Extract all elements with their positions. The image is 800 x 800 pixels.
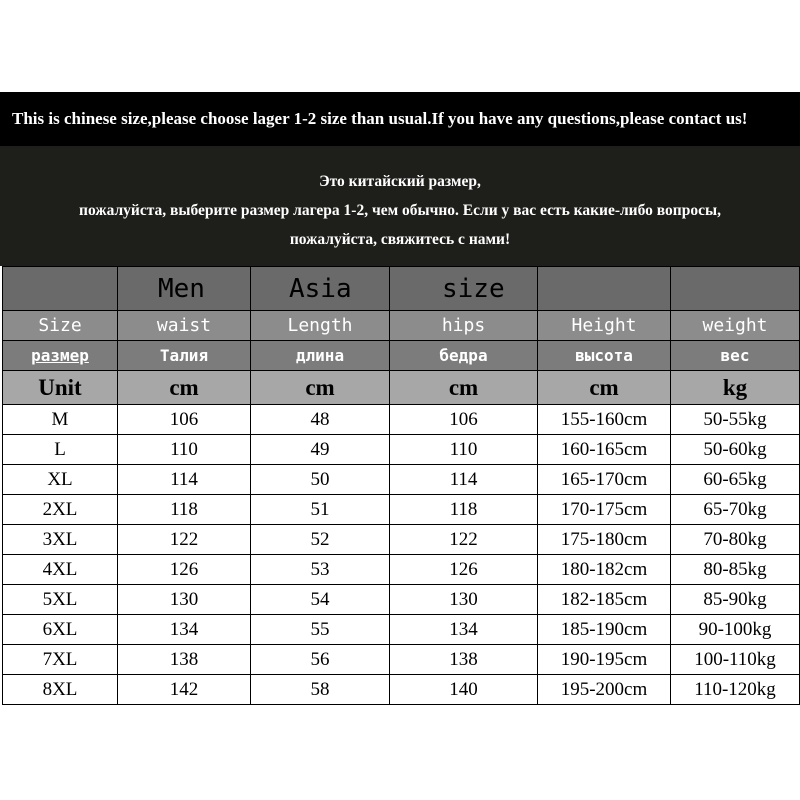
length-cell: 55 xyxy=(251,615,390,645)
title-word-size: size xyxy=(390,267,538,311)
table-row xyxy=(3,615,800,645)
table-row xyxy=(3,645,800,675)
height-cell: 160-165cm xyxy=(538,435,671,465)
height-cell: 195-200cm xyxy=(538,675,671,705)
waist-cell: 134 xyxy=(118,615,251,645)
unit-label: Unit xyxy=(3,371,118,405)
waist-cell: 118 xyxy=(118,495,251,525)
field-weight: weight xyxy=(671,311,800,341)
notice-russian-line: пожалуйста, свяжитесь с нами! xyxy=(289,231,511,248)
hips-cell: 114 xyxy=(390,465,538,495)
weight-cell: 110-120kg xyxy=(671,675,800,705)
weight-cell: 100-110kg xyxy=(671,645,800,675)
notice-russian xyxy=(0,146,800,266)
hips-cell: 106 xyxy=(390,405,538,435)
weight-cell: 90-100kg xyxy=(671,615,800,645)
height-cell: 190-195cm xyxy=(538,645,671,675)
weight-cell: 80-85kg xyxy=(671,555,800,585)
table-title-row xyxy=(3,267,800,311)
length-cell: 58 xyxy=(251,675,390,705)
table-row xyxy=(3,555,800,585)
size-cell: 3XL xyxy=(3,525,118,555)
notice-russian-line: пожалуйста, выберите размер лагера 1-2, чем обычно. Если у вас есть какие-либо вопросы, xyxy=(79,202,721,219)
hips-cell: 140 xyxy=(390,675,538,705)
hips-cell: 134 xyxy=(390,615,538,645)
table-row xyxy=(3,495,800,525)
field-height-ru: высота xyxy=(538,341,671,371)
field-height: Height xyxy=(538,311,671,341)
length-cell: 52 xyxy=(251,525,390,555)
length-cell: 48 xyxy=(251,405,390,435)
height-cell: 180-182cm xyxy=(538,555,671,585)
field-waist-ru: Талия xyxy=(118,341,251,371)
title-word-men: Men xyxy=(118,267,251,311)
table-row xyxy=(3,405,800,435)
hips-cell: 122 xyxy=(390,525,538,555)
field-size-ru xyxy=(3,341,118,371)
height-cell: 155-160cm xyxy=(538,405,671,435)
size-chart-body xyxy=(3,267,800,705)
size-cell: 6XL xyxy=(3,615,118,645)
weight-cell: 65-70kg xyxy=(671,495,800,525)
size-cell: 2XL xyxy=(3,495,118,525)
size-cell: 7XL xyxy=(3,645,118,675)
waist-cell: 106 xyxy=(118,405,251,435)
length-cell: 54 xyxy=(251,585,390,615)
size-cell: L xyxy=(3,435,118,465)
length-cell: 53 xyxy=(251,555,390,585)
hips-cell: 130 xyxy=(390,585,538,615)
size-chart-table xyxy=(2,266,800,705)
unit-waist: cm xyxy=(118,371,251,405)
weight-cell: 50-60kg xyxy=(671,435,800,465)
field-length-ru: длина xyxy=(251,341,390,371)
waist-cell: 114 xyxy=(118,465,251,495)
field-length: Length xyxy=(251,311,390,341)
waist-cell: 122 xyxy=(118,525,251,555)
height-cell: 175-180cm xyxy=(538,525,671,555)
waist-cell: 142 xyxy=(118,675,251,705)
unit-weight: kg xyxy=(671,371,800,405)
unit-height: cm xyxy=(538,371,671,405)
title-cell xyxy=(538,267,671,311)
notice-english: This is chinese size,please choose lager 1-2 size than usual.If you have any questions,please contact us! xyxy=(0,92,800,146)
field-hips: hips xyxy=(390,311,538,341)
field-hips-ru: бедра xyxy=(390,341,538,371)
hips-cell: 118 xyxy=(390,495,538,525)
notice-russian-line: Это китайский размер, xyxy=(319,173,481,190)
waist-cell: 130 xyxy=(118,585,251,615)
field-waist: waist xyxy=(118,311,251,341)
size-cell: 5XL xyxy=(3,585,118,615)
waist-cell: 110 xyxy=(118,435,251,465)
title-word-asia: Asia xyxy=(251,267,390,311)
table-row xyxy=(3,435,800,465)
height-cell: 185-190cm xyxy=(538,615,671,645)
length-cell: 49 xyxy=(251,435,390,465)
size-cell: XL xyxy=(3,465,118,495)
table-row xyxy=(3,675,800,705)
title-cell xyxy=(671,267,800,311)
weight-cell: 50-55kg xyxy=(671,405,800,435)
length-cell: 51 xyxy=(251,495,390,525)
field-size-ru-label: размер xyxy=(31,346,89,365)
hips-cell: 138 xyxy=(390,645,538,675)
size-cell: 8XL xyxy=(3,675,118,705)
field-size: Size xyxy=(3,311,118,341)
length-cell: 50 xyxy=(251,465,390,495)
unit-hips: cm xyxy=(390,371,538,405)
size-cell: 4XL xyxy=(3,555,118,585)
table-row xyxy=(3,585,800,615)
waist-cell: 138 xyxy=(118,645,251,675)
hips-cell: 126 xyxy=(390,555,538,585)
table-row xyxy=(3,525,800,555)
field-weight-ru: вес xyxy=(671,341,800,371)
height-cell: 165-170cm xyxy=(538,465,671,495)
length-cell: 56 xyxy=(251,645,390,675)
title-cell xyxy=(3,267,118,311)
height-cell: 170-175cm xyxy=(538,495,671,525)
waist-cell: 126 xyxy=(118,555,251,585)
unit-length: cm xyxy=(251,371,390,405)
units-row xyxy=(3,371,800,405)
height-cell: 182-185cm xyxy=(538,585,671,615)
hips-cell: 110 xyxy=(390,435,538,465)
field-names-russian-row xyxy=(3,341,800,371)
size-cell: M xyxy=(3,405,118,435)
table-row xyxy=(3,465,800,495)
weight-cell: 85-90kg xyxy=(671,585,800,615)
field-names-row xyxy=(3,311,800,341)
weight-cell: 70-80kg xyxy=(671,525,800,555)
weight-cell: 60-65kg xyxy=(671,465,800,495)
